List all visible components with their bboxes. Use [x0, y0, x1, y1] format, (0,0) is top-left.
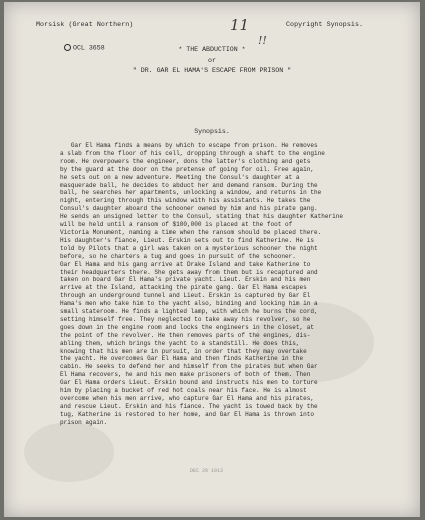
synopsis-line: taken on board Gar El Hama's private yacht. Lieut. Erskin and his men [60, 276, 311, 284]
synopsis-body [60, 142, 382, 427]
header-right: Copyright Synopsis. [286, 21, 364, 28]
synopsis-line: a slab from the floor of his cell, dropping through a shaft to the engine [60, 149, 325, 157]
synopsis-line: he sets out on a new adventure. Meeting the Consul's daughter at a [60, 173, 300, 181]
synopsis-line: will be held until a ransom of $100,000 is placed at the foot of [60, 221, 293, 229]
synopsis-line: abling them, which brings the yacht to a standstill. He does this, [60, 339, 300, 347]
synopsis-line: overcome when his men arrive, who capture Gar El Hama and his pirates, [60, 395, 315, 402]
synopsis-line: Victoria Monument, naming a time when the ransom should be placed there. [60, 228, 322, 236]
synopsis-line: ball, he searches her apartments, unlocking a window, and returns in the [60, 189, 322, 197]
synopsis-line: through an underground tunnel and Lieut. Erskin is captured by Gar El [60, 292, 311, 300]
header-left: Morsisk (Great Northern) [36, 21, 134, 28]
synopsis-line: room. He overpowers the engineer, dons the latter's clothing and gets [60, 157, 311, 165]
synopsis-line: and rescue Lieut. Erskin and his fiance. The yacht is towed back by the [60, 402, 318, 410]
synopsis-line: His daughter's fiance, Lieut. Erskin sets out to find Katherine. He is [60, 236, 315, 244]
synopsis-line: the yacht. He overcomes Gar El Hama and then finds Katherine in the [60, 355, 304, 363]
handwritten-mark-a: 11 [230, 16, 250, 34]
synopsis-line: told by Pilots that a girl was taken on a mysterious schooner the night [60, 244, 318, 252]
synopsis-line: goes down in the engine room and locks the engineers in the closet, at [60, 323, 315, 331]
title-line-3: " DR. GAR EL HAMA'S ESCAPE FROM PRISON " [132, 67, 292, 74]
synopsis-line: cabin. He seeks to defend her and himself from the pirates but when Gar [60, 363, 318, 371]
title-line-1: * THE ABDUCTION * [178, 46, 246, 53]
synopsis-line: Gar El Hama orders Lieut. Erskin bound and instructs his men to torture [60, 379, 318, 387]
synopsis-heading: Synopsis. [194, 128, 230, 135]
synopsis-line: masquerade ball, he decides to abduct her and demand ransom. During the [60, 181, 318, 189]
synopsis-line: by the guard at the door on the pretense of going for oil. Free again, [60, 165, 315, 173]
synopsis-line: before, so he charters a tug and goes in pursuit of the schooner. [60, 252, 296, 260]
synopsis-line: Consul's daughter aboard the schooner owned by him and his pirate gang. [60, 205, 318, 213]
synopsis-line: Gar El Hama finds a means by which to escape from prison. He removes [60, 142, 318, 149]
synopsis-line: their headquarters there. She gets away from them but is recaptured and [60, 268, 318, 276]
synopsis-line: him by placing a bucket of red hot coals near his face. He is almost [60, 387, 307, 395]
synopsis-line: setting himself free. They neglected to take away his revolver, so he [60, 315, 311, 323]
synopsis-line: the point of the revolver. He then removes parts of the engines, dis- [60, 331, 311, 339]
document-page [4, 2, 420, 517]
synopsis-line: small stateroom. He finds a lighted lamp, with which he burns the cord, [60, 308, 318, 316]
stamp-code: OCL 3658 [73, 44, 105, 52]
synopsis-line: arrive at the Island, attacking the pirate gang. Gar El Hama escapes [60, 284, 307, 292]
synopsis-line: Gar El Hama and his gang arrive at Drake Island and take Katherine to [60, 260, 311, 268]
synopsis-line: tug, Katherine is restored to her home, and Gar El Hama is thrown into [60, 410, 315, 418]
date-stamp: DEC 20 1913 [190, 468, 224, 474]
synopsis-line: He sends an unsigned letter to the Consul, stating that his daughter Katherine [60, 213, 344, 221]
synopsis-line: El Hama recovers, he and his men make prisoners of both of them. Then [60, 371, 311, 379]
handwritten-mark-b: !! [258, 34, 267, 47]
paper-stain [24, 422, 114, 482]
synopsis-line: Hama's men who take him to the yacht also, binding and locking him in a [60, 300, 318, 308]
title-line-2: or [208, 57, 216, 64]
synopsis-line: night, entering through this window with his assistants. He takes the [60, 197, 311, 205]
synopsis-line: knowing that his men are in pursuit, in order that they may overtake [60, 347, 307, 355]
synopsis-line: prison again. [60, 418, 108, 426]
